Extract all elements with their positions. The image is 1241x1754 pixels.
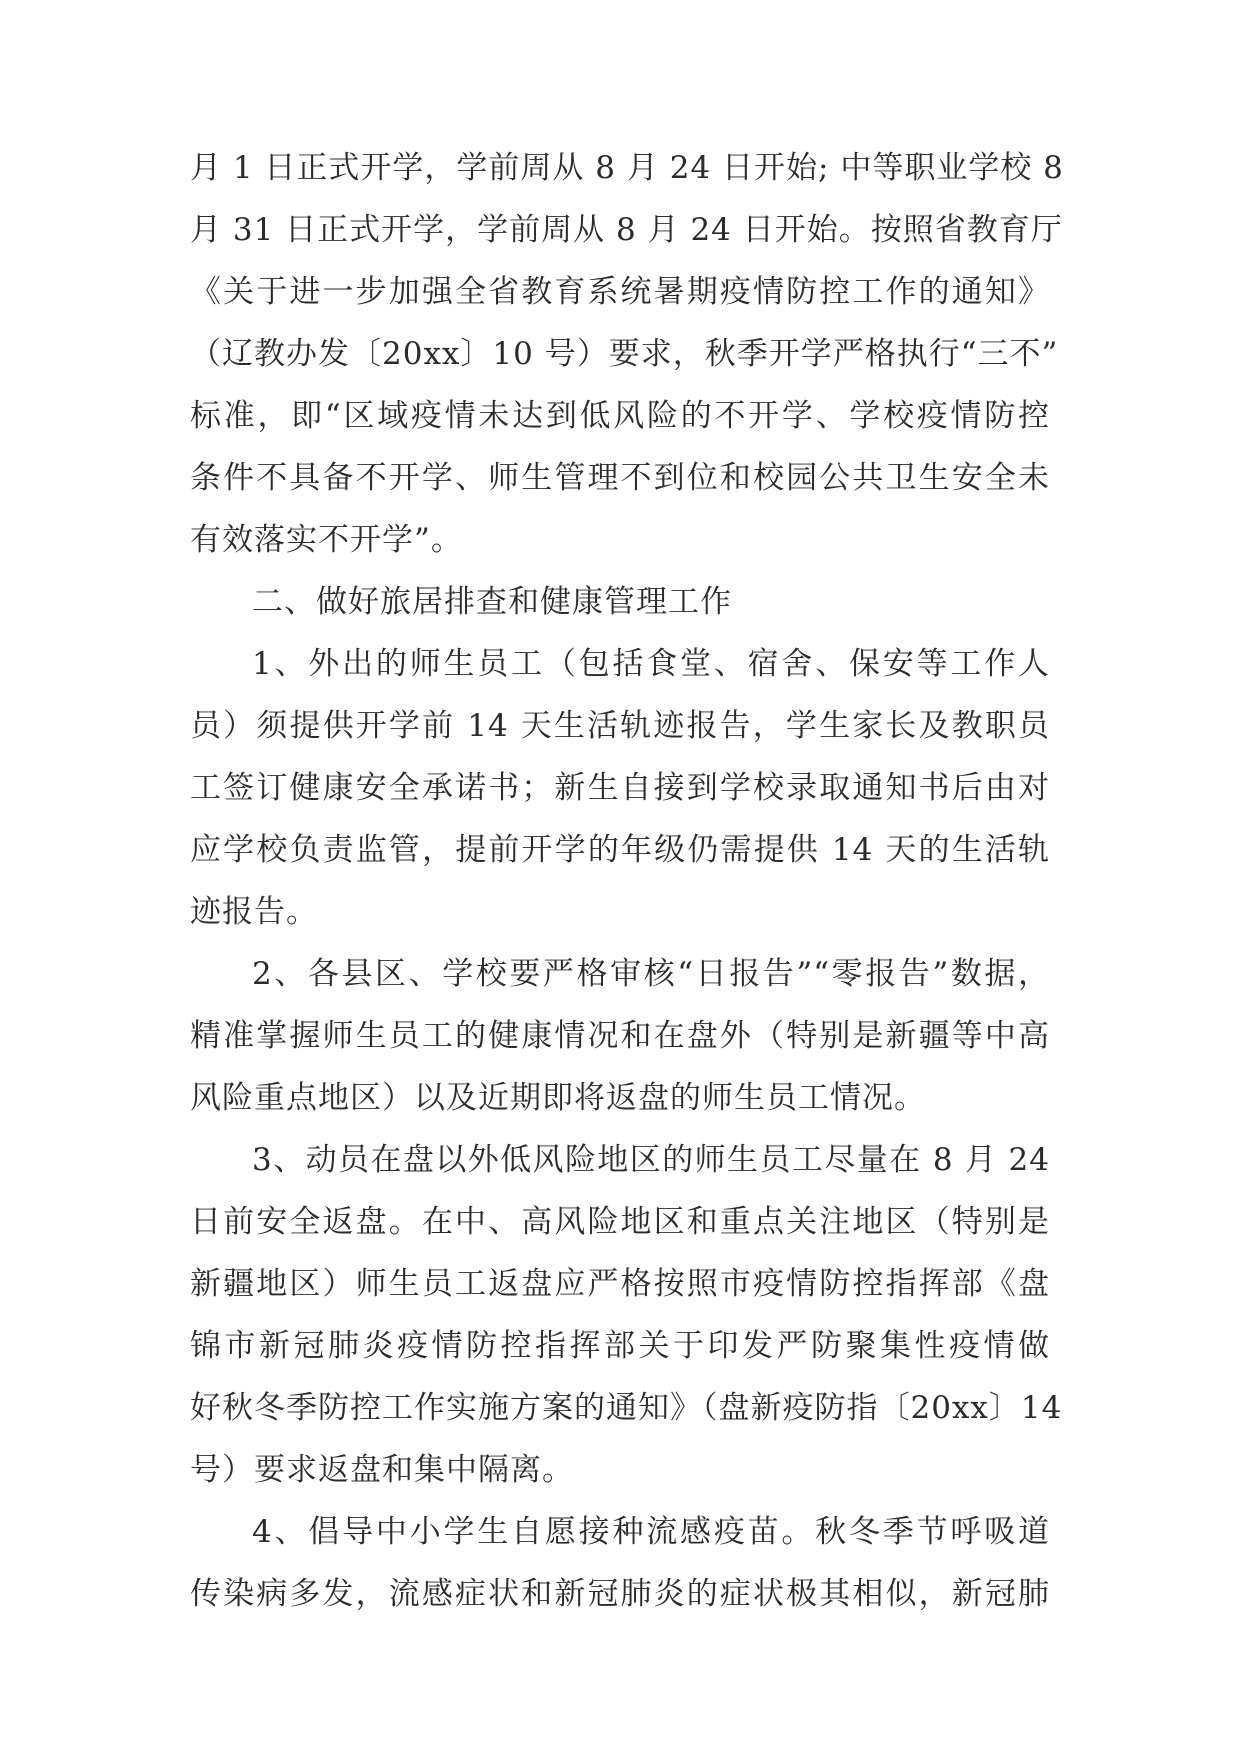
text-line: 有效落实不开学”。 xyxy=(190,522,463,558)
text-line: 号）要求返盘和集中隔离。 xyxy=(190,1452,574,1488)
text-line: 传染病多发，流感症状和新冠肺炎的症状极其相似，新冠肺 xyxy=(190,1576,1050,1612)
text-line: 3、动员在盘以外低风险地区的师生员工尽量在 8 月 24 xyxy=(252,1142,1050,1178)
text-line: 2、各县区、学校要严格审核“日报告”“零报告”数据， xyxy=(252,956,1050,992)
text-line: （辽教办发〔20xx〕10 号）要求，秋季开学严格执行“三不” xyxy=(190,336,1059,372)
text-line: 《关于进一步加强全省教育系统暑期疫情防控工作的通知》 xyxy=(190,274,1050,310)
text-line: 4、倡导中小学生自愿接种流感疫苗。秋冬季节呼吸道 xyxy=(252,1514,1050,1550)
text-line: 1、外出的师生员工（包括食堂、宿舍、保安等工作人 xyxy=(252,646,1050,682)
text-line: 精准掌握师生员工的健康情况和在盘外（特别是新疆等中高 xyxy=(190,1018,1050,1054)
text-line: 工签订健康安全承诺书；新生自接到学校录取通知书后由对 xyxy=(190,770,1050,806)
text-line: 好秋冬季防控工作实施方案的通知》（盘新疫防指〔20xx〕14 xyxy=(190,1390,1063,1426)
text-line: 新疆地区）师生员工返盘应严格按照市疫情防控指挥部《盘 xyxy=(190,1266,1050,1302)
text-line: 条件不具备不开学、师生管理不到位和校园公共卫生安全未 xyxy=(190,460,1050,496)
text-line: 月 1 日正式开学，学前周从 8 月 24 日开始; 中等职业学校 8 xyxy=(190,150,1064,186)
text-line: 锦市新冠肺炎疫情防控指挥部关于印发严防聚集性疫情做 xyxy=(190,1328,1050,1364)
text-line: 迹报告。 xyxy=(190,894,318,930)
text-line: 风险重点地区）以及近期即将返盘的师生员工情况。 xyxy=(190,1080,926,1116)
section-heading: 二、做好旅居排查和健康管理工作 xyxy=(252,584,732,620)
text-line: 应学校负责监管，提前开学的年级仍需提供 14 天的生活轨 xyxy=(190,832,1050,868)
text-line: 日前安全返盘。在中、高风险地区和重点关注地区（特别是 xyxy=(190,1204,1050,1240)
text-line: 标准，即“区域疫情未达到低风险的不开学、学校疫情防控 xyxy=(190,398,1050,434)
text-line: 月 31 日正式开学，学前周从 8 月 24 日开始。按照省教育厅 xyxy=(190,212,1063,248)
text-line: 员）须提供开学前 14 天生活轨迹报告，学生家长及教职员 xyxy=(190,708,1050,744)
